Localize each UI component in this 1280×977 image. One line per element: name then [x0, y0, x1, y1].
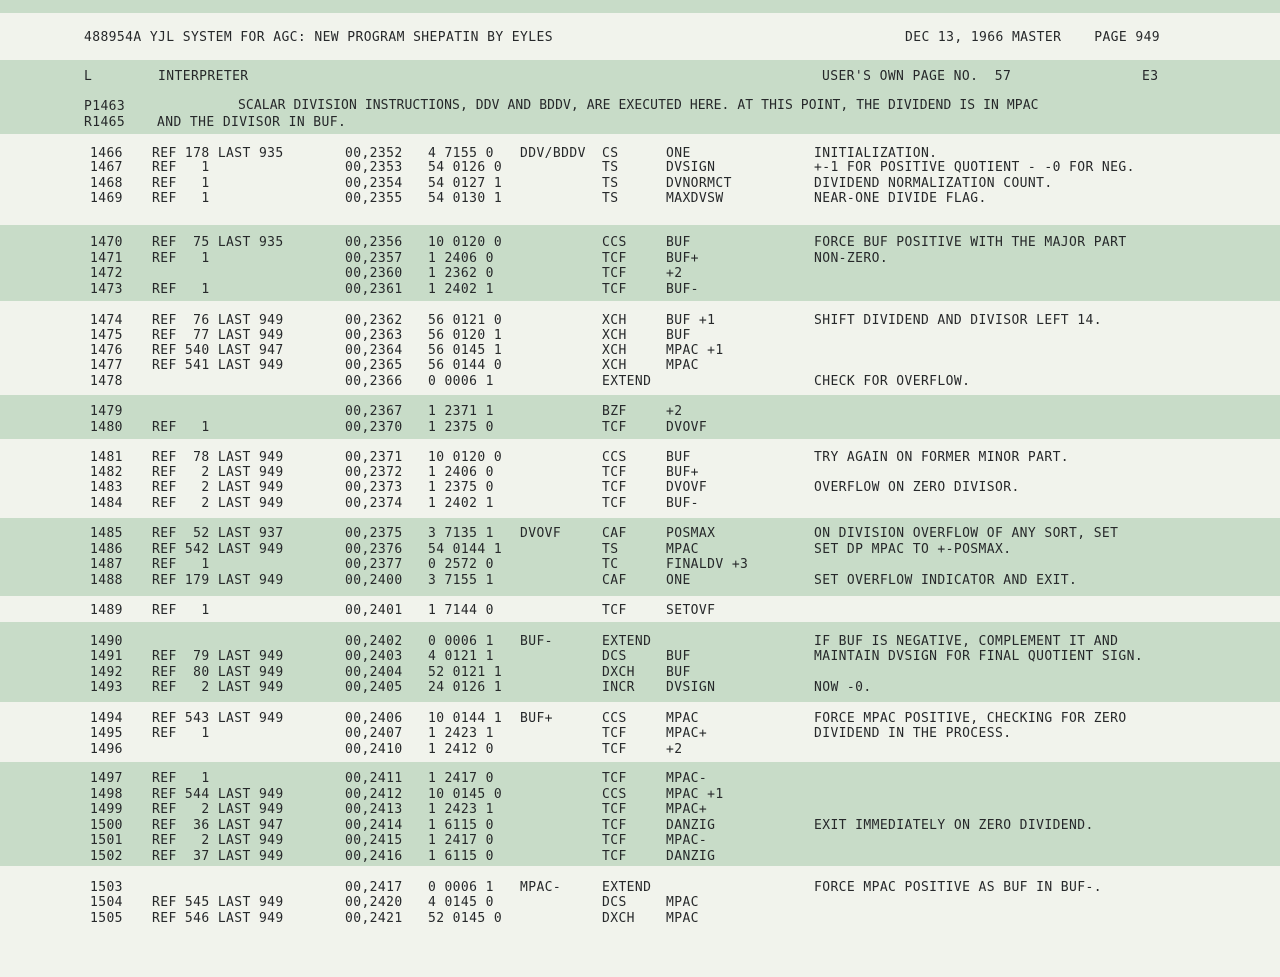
- reference: REF 541 LAST 949: [152, 358, 284, 373]
- opcode: XCH: [602, 358, 627, 373]
- address: 00,2362: [345, 313, 403, 328]
- reference: REF 78 LAST 949: [152, 450, 284, 465]
- address: 00,2353: [345, 160, 403, 175]
- line-number: 1496: [90, 742, 123, 757]
- line-number: 1490: [90, 634, 123, 649]
- line-number: 1478: [90, 374, 123, 389]
- opcode: TCF: [602, 420, 627, 435]
- reference: REF 1: [152, 557, 210, 572]
- octal-code: 54 0127 1: [428, 176, 503, 191]
- comment: TRY AGAIN ON FORMER MINOR PART.: [814, 450, 1070, 465]
- operand: MPAC-: [666, 771, 708, 786]
- octal-code: 1 6115 0: [428, 849, 494, 864]
- opcode: DXCH: [602, 911, 635, 926]
- line-number: 1471: [90, 251, 123, 266]
- address: 00,2367: [345, 404, 403, 419]
- octal-code: 0 0006 1: [428, 634, 494, 649]
- octal-code: 4 0121 1: [428, 649, 494, 664]
- address: 00,2370: [345, 420, 403, 435]
- octal-code: 56 0121 0: [428, 313, 503, 328]
- line-number: 1475: [90, 328, 123, 343]
- address: 00,2364: [345, 343, 403, 358]
- address: 00,2420: [345, 895, 403, 910]
- statement-label: DVOVF: [520, 526, 562, 541]
- reference: REF 76 LAST 949: [152, 313, 284, 328]
- operand: DVOVF: [666, 480, 708, 495]
- address: 00,2373: [345, 480, 403, 495]
- octal-code: 1 2423 1: [428, 726, 494, 741]
- opcode: TCF: [602, 496, 627, 511]
- operand: ONE: [666, 573, 691, 588]
- reference: REF 179 LAST 949: [152, 573, 284, 588]
- address: 00,2416: [345, 849, 403, 864]
- reference: REF 2 LAST 949: [152, 802, 284, 817]
- opcode: DXCH: [602, 665, 635, 680]
- address: 00,2376: [345, 542, 403, 557]
- octal-code: 10 0120 0: [428, 235, 503, 250]
- reference: REF 1: [152, 726, 210, 741]
- opcode: EXTEND: [602, 374, 652, 389]
- line-number: 1498: [90, 787, 123, 802]
- octal-code: 1 2371 1: [428, 404, 494, 419]
- address: 00,2410: [345, 742, 403, 757]
- operand: BUF: [666, 450, 691, 465]
- address: 00,2371: [345, 450, 403, 465]
- address: 00,2414: [345, 818, 403, 833]
- line-number: 1491: [90, 649, 123, 664]
- address: 00,2400: [345, 573, 403, 588]
- octal-code: 0 2572 0: [428, 557, 494, 572]
- reference: REF 77 LAST 949: [152, 328, 284, 343]
- octal-code: 1 2362 0: [428, 266, 494, 281]
- operand: POSMAX: [666, 526, 716, 541]
- octal-code: 56 0120 1: [428, 328, 503, 343]
- reference: REF 2 LAST 949: [152, 480, 284, 495]
- opcode: XCH: [602, 343, 627, 358]
- address: 00,2402: [345, 634, 403, 649]
- operand: FINALDV +3: [666, 557, 749, 572]
- octal-code: 56 0145 1: [428, 343, 503, 358]
- line-number: 1473: [90, 282, 123, 297]
- reference: REF 1: [152, 603, 210, 618]
- reference: REF 2 LAST 949: [152, 496, 284, 511]
- opcode: TCF: [602, 251, 627, 266]
- reference: REF 1: [152, 251, 210, 266]
- address: 00,2413: [345, 802, 403, 817]
- section-code: E3: [1142, 69, 1159, 84]
- opcode: BZF: [602, 404, 627, 419]
- line-number: 1505: [90, 911, 123, 926]
- intro-line-text: SCALAR DIVISION INSTRUCTIONS, DDV AND BDDV, ARE EXECUTED HERE. AT THIS POINT, THE DIVIDEND IS IN MPAC: [238, 98, 1039, 113]
- operand: BUF +1: [666, 313, 716, 328]
- reference: REF 80 LAST 949: [152, 665, 284, 680]
- statement-label: BUF+: [520, 711, 553, 726]
- opcode: CCS: [602, 711, 627, 726]
- reference: REF 2 LAST 949: [152, 833, 284, 848]
- opcode: CCS: [602, 450, 627, 465]
- opcode: TCF: [602, 603, 627, 618]
- operand: MPAC: [666, 358, 699, 373]
- line-number: 1482: [90, 465, 123, 480]
- opcode: TCF: [602, 480, 627, 495]
- line-number: 1488: [90, 573, 123, 588]
- operand: +2: [666, 404, 683, 419]
- reference: REF 542 LAST 949: [152, 542, 284, 557]
- operand: DANZIG: [666, 818, 716, 833]
- octal-code: 1 2423 1: [428, 802, 494, 817]
- address: 00,2363: [345, 328, 403, 343]
- comment: IF BUF IS NEGATIVE, COMPLEMENT IT AND: [814, 634, 1119, 649]
- opcode: CAF: [602, 526, 627, 541]
- octal-code: 56 0144 0: [428, 358, 503, 373]
- line-number: 1494: [90, 711, 123, 726]
- address: 00,2415: [345, 833, 403, 848]
- address: 00,2374: [345, 496, 403, 511]
- octal-code: 1 2417 0: [428, 833, 494, 848]
- intro-line-text: AND THE DIVISOR IN BUF.: [157, 115, 347, 130]
- operand: BUF+: [666, 251, 699, 266]
- reference: REF 37 LAST 949: [152, 849, 284, 864]
- octal-code: 4 0145 0: [428, 895, 494, 910]
- line-number: 1472: [90, 266, 123, 281]
- octal-code: 4 7155 0: [428, 146, 494, 161]
- comment: SET OVERFLOW INDICATOR AND EXIT.: [814, 573, 1078, 588]
- opcode: TS: [602, 160, 619, 175]
- line-number: 1466: [90, 146, 123, 161]
- octal-code: 1 6115 0: [428, 818, 494, 833]
- address: 00,2404: [345, 665, 403, 680]
- line-number: 1476: [90, 343, 123, 358]
- user-page-number: USER'S OWN PAGE NO. 57: [822, 69, 1012, 84]
- operand: BUF: [666, 235, 691, 250]
- opcode: XCH: [602, 313, 627, 328]
- reference: REF 2 LAST 949: [152, 680, 284, 695]
- comment: NOW -0.: [814, 680, 872, 695]
- operand: DVOVF: [666, 420, 708, 435]
- comment: FORCE MPAC POSITIVE, CHECKING FOR ZERO: [814, 711, 1127, 726]
- line-number: 1481: [90, 450, 123, 465]
- reference: REF 1: [152, 191, 210, 206]
- address: 00,2405: [345, 680, 403, 695]
- operand: SETOVF: [666, 603, 716, 618]
- line-number: 1504: [90, 895, 123, 910]
- octal-code: 1 2375 0: [428, 420, 494, 435]
- opcode: TCF: [602, 833, 627, 848]
- octal-code: 0 0006 1: [428, 880, 494, 895]
- comment: +-1 FOR POSITIVE QUOTIENT - -0 FOR NEG.: [814, 160, 1135, 175]
- octal-code: 54 0126 0: [428, 160, 503, 175]
- opcode: TS: [602, 542, 619, 557]
- operand: MPAC+: [666, 802, 708, 817]
- octal-code: 1 7144 0: [428, 603, 494, 618]
- line-number: 1487: [90, 557, 123, 572]
- comment: NON-ZERO.: [814, 251, 889, 266]
- octal-code: 1 2375 0: [428, 480, 494, 495]
- octal-code: 1 2406 0: [428, 465, 494, 480]
- reference: REF 1: [152, 420, 210, 435]
- comment: FORCE BUF POSITIVE WITH THE MAJOR PART: [814, 235, 1127, 250]
- line-number: 1500: [90, 818, 123, 833]
- reference: REF 2 LAST 949: [152, 465, 284, 480]
- line-number: 1502: [90, 849, 123, 864]
- line-number: 1485: [90, 526, 123, 541]
- opcode: TCF: [602, 802, 627, 817]
- operand: MAXDVSW: [666, 191, 724, 206]
- line-number: 1470: [90, 235, 123, 250]
- operand: MPAC +1: [666, 787, 724, 802]
- octal-code: 0 0006 1: [428, 374, 494, 389]
- octal-code: 3 7135 1: [428, 526, 494, 541]
- address: 00,2352: [345, 146, 403, 161]
- address: 00,2365: [345, 358, 403, 373]
- opcode: DCS: [602, 895, 627, 910]
- operand: DVSIGN: [666, 680, 716, 695]
- line-number: 1486: [90, 542, 123, 557]
- octal-code: 10 0144 1: [428, 711, 503, 726]
- line-number: 1480: [90, 420, 123, 435]
- line-number: 1499: [90, 802, 123, 817]
- reference: REF 1: [152, 160, 210, 175]
- line-number: 1468: [90, 176, 123, 191]
- address: 00,2356: [345, 235, 403, 250]
- line-number: 1477: [90, 358, 123, 373]
- operand: MPAC: [666, 895, 699, 910]
- octal-code: 54 0130 1: [428, 191, 503, 206]
- comment: MAINTAIN DVSIGN FOR FINAL QUOTIENT SIGN.: [814, 649, 1144, 664]
- reference: REF 545 LAST 949: [152, 895, 284, 910]
- line-number: 1501: [90, 833, 123, 848]
- octal-code: 10 0145 0: [428, 787, 503, 802]
- opcode: XCH: [602, 328, 627, 343]
- opcode: EXTEND: [602, 880, 652, 895]
- operand: MPAC: [666, 911, 699, 926]
- address: 00,2412: [345, 787, 403, 802]
- address: 00,2355: [345, 191, 403, 206]
- reference: REF 543 LAST 949: [152, 711, 284, 726]
- comment: NEAR-ONE DIVIDE FLAG.: [814, 191, 987, 206]
- line-number: 1493: [90, 680, 123, 695]
- octal-code: 3 7155 1: [428, 573, 494, 588]
- octal-code: 10 0120 0: [428, 450, 503, 465]
- opcode: TCF: [602, 742, 627, 757]
- intro-line-id: R1465: [84, 115, 126, 130]
- opcode: TC: [602, 557, 619, 572]
- address: 00,2421: [345, 911, 403, 926]
- reference: REF 52 LAST 937: [152, 526, 284, 541]
- operand: BUF: [666, 649, 691, 664]
- line-number: 1489: [90, 603, 123, 618]
- line-number: 1474: [90, 313, 123, 328]
- address: 00,2411: [345, 771, 403, 786]
- opcode: EXTEND: [602, 634, 652, 649]
- opcode: CAF: [602, 573, 627, 588]
- octal-code: 1 2406 0: [428, 251, 494, 266]
- operand: +2: [666, 742, 683, 757]
- operand: MPAC-: [666, 833, 708, 848]
- octal-code: 1 2417 0: [428, 771, 494, 786]
- intro-line-id: P1463: [84, 99, 126, 114]
- comment: CHECK FOR OVERFLOW.: [814, 374, 971, 389]
- line-number: 1497: [90, 771, 123, 786]
- opcode: CCS: [602, 787, 627, 802]
- opcode: CCS: [602, 235, 627, 250]
- operand: +2: [666, 266, 683, 281]
- line-number: 1492: [90, 665, 123, 680]
- line-number: 1467: [90, 160, 123, 175]
- comment: OVERFLOW ON ZERO DIVISOR.: [814, 480, 1020, 495]
- reference: REF 540 LAST 947: [152, 343, 284, 358]
- line-number: 1479: [90, 404, 123, 419]
- address: 00,2403: [345, 649, 403, 664]
- opcode: TCF: [602, 282, 627, 297]
- reference: REF 1: [152, 771, 210, 786]
- operand: BUF: [666, 665, 691, 680]
- octal-code: 1 2402 1: [428, 496, 494, 511]
- octal-code: 24 0126 1: [428, 680, 503, 695]
- comment: EXIT IMMEDIATELY ON ZERO DIVIDEND.: [814, 818, 1094, 833]
- operand: MPAC+: [666, 726, 708, 741]
- comment: SET DP MPAC TO +-POSMAX.: [814, 542, 1012, 557]
- operand: MPAC +1: [666, 343, 724, 358]
- reference: REF 75 LAST 935: [152, 235, 284, 250]
- reference: REF 79 LAST 949: [152, 649, 284, 664]
- opcode: TS: [602, 191, 619, 206]
- comment: DIVIDEND NORMALIZATION COUNT.: [814, 176, 1053, 191]
- address: 00,2406: [345, 711, 403, 726]
- line-number: 1495: [90, 726, 123, 741]
- opcode: TS: [602, 176, 619, 191]
- address: 00,2357: [345, 251, 403, 266]
- reference: REF 544 LAST 949: [152, 787, 284, 802]
- line-number: 1483: [90, 480, 123, 495]
- opcode: TCF: [602, 818, 627, 833]
- operand: BUF-: [666, 282, 699, 297]
- opcode: TCF: [602, 771, 627, 786]
- statement-label: BUF-: [520, 634, 553, 649]
- operand: DVSIGN: [666, 160, 716, 175]
- address: 00,2401: [345, 603, 403, 618]
- operand: BUF+: [666, 465, 699, 480]
- octal-code: 54 0144 1: [428, 542, 503, 557]
- line-number: 1484: [90, 496, 123, 511]
- octal-code: 52 0145 0: [428, 911, 503, 926]
- line-number: 1469: [90, 191, 123, 206]
- comment: DIVIDEND IN THE PROCESS.: [814, 726, 1012, 741]
- page-header-left: 488954A YJL SYSTEM FOR AGC: NEW PROGRAM SHEPATIN BY EYLES: [84, 30, 553, 45]
- operand: BUF-: [666, 496, 699, 511]
- comment: INITIALIZATION.: [814, 146, 938, 161]
- address: 00,2417: [345, 880, 403, 895]
- address: 00,2375: [345, 526, 403, 541]
- opcode: TCF: [602, 726, 627, 741]
- operand: MPAC: [666, 542, 699, 557]
- line-number: 1503: [90, 880, 123, 895]
- operand: DVNORMCT: [666, 176, 732, 191]
- opcode: TCF: [602, 849, 627, 864]
- octal-code: 52 0121 1: [428, 665, 503, 680]
- opcode: CS: [602, 146, 619, 161]
- comment: FORCE MPAC POSITIVE AS BUF IN BUF-.: [814, 880, 1102, 895]
- comment: SHIFT DIVIDEND AND DIVISOR LEFT 14.: [814, 313, 1102, 328]
- address: 00,2372: [345, 465, 403, 480]
- octal-code: 1 2412 0: [428, 742, 494, 757]
- address: 00,2377: [345, 557, 403, 572]
- reference: REF 546 LAST 949: [152, 911, 284, 926]
- address: 00,2407: [345, 726, 403, 741]
- address: 00,2366: [345, 374, 403, 389]
- reference: REF 1: [152, 176, 210, 191]
- operand: BUF: [666, 328, 691, 343]
- opcode: INCR: [602, 680, 635, 695]
- statement-label: DDV/BDDV: [520, 146, 586, 161]
- reference: REF 36 LAST 947: [152, 818, 284, 833]
- page-header-right: DEC 13, 1966 MASTER PAGE 949: [905, 30, 1161, 45]
- opcode: TCF: [602, 266, 627, 281]
- statement-label: MPAC-: [520, 880, 562, 895]
- address: 00,2360: [345, 266, 403, 281]
- opcode: TCF: [602, 465, 627, 480]
- section-title: L INTERPRETER: [84, 69, 249, 84]
- octal-code: 1 2402 1: [428, 282, 494, 297]
- address: 00,2354: [345, 176, 403, 191]
- operand: MPAC: [666, 711, 699, 726]
- reference: REF 178 LAST 935: [152, 146, 284, 161]
- comment: ON DIVISION OVERFLOW OF ANY SORT, SET: [814, 526, 1119, 541]
- address: 00,2361: [345, 282, 403, 297]
- reference: REF 1: [152, 282, 210, 297]
- operand: ONE: [666, 146, 691, 161]
- operand: DANZIG: [666, 849, 716, 864]
- paper-band: [0, 0, 1280, 13]
- opcode: DCS: [602, 649, 627, 664]
